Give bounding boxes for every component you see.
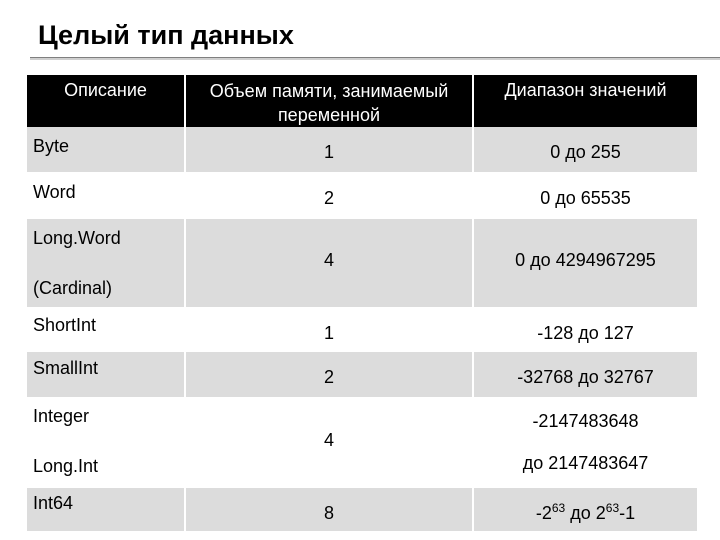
range-suffix: -1 bbox=[619, 502, 636, 523]
type-name: Word bbox=[33, 181, 76, 202]
title-divider-shadow bbox=[30, 58, 720, 60]
table-row bbox=[27, 307, 697, 351]
type-name-cell bbox=[27, 127, 185, 172]
memory-size-cell: 4 bbox=[185, 218, 473, 307]
header-description: Описание bbox=[27, 75, 185, 127]
range-exponent-2: 63 bbox=[605, 500, 620, 515]
table-row bbox=[27, 487, 697, 531]
integer-types-table bbox=[27, 75, 697, 532]
type-name: Byte bbox=[33, 136, 70, 156]
range-exponent-1: 63 bbox=[551, 500, 566, 515]
type-alias: (Cardinal) bbox=[33, 277, 113, 298]
value-range-cell: -128 до 127 bbox=[473, 307, 697, 351]
type-name: ShortInt bbox=[33, 314, 97, 335]
type-name: Int64 bbox=[33, 492, 74, 513]
memory-size-cell: 2 bbox=[185, 172, 473, 218]
value-range-cell: 0 до 65535 bbox=[473, 172, 697, 218]
table-row bbox=[27, 397, 697, 487]
memory-size-cell: 2 bbox=[185, 351, 473, 397]
range-middle: до 2 bbox=[565, 502, 606, 523]
value-range-cell: 0 до 4294967295 bbox=[473, 218, 697, 307]
range-prefix: -2 bbox=[535, 502, 552, 523]
type-name-cell bbox=[27, 487, 185, 531]
value-range-cell bbox=[473, 397, 697, 487]
type-name-cell bbox=[27, 397, 185, 487]
value-range-cell bbox=[473, 487, 697, 531]
type-name-cell bbox=[27, 172, 185, 218]
value-range-line-2: до 2147483647 bbox=[522, 453, 649, 473]
type-name-cell bbox=[27, 307, 185, 351]
table-header-row bbox=[27, 75, 697, 127]
type-name-cell bbox=[27, 351, 185, 397]
type-name: SmallInt bbox=[33, 357, 99, 378]
type-name: Integer bbox=[33, 405, 90, 426]
table-row bbox=[27, 172, 697, 218]
type-name: Long.Word bbox=[33, 227, 121, 248]
memory-size-cell: 1 bbox=[185, 127, 473, 172]
type-alias: Long.Int bbox=[33, 455, 99, 476]
table-row bbox=[27, 351, 697, 397]
type-name-cell bbox=[27, 218, 185, 307]
header-value-range: Диапазон значений bbox=[473, 75, 697, 127]
value-range-cell: -32768 до 32767 bbox=[473, 351, 697, 397]
slide-title: Целый тип данных bbox=[38, 20, 294, 50]
header-memory-size: Объем памяти, занимаемый переменной bbox=[185, 75, 473, 127]
value-range-line-1: -2147483648 bbox=[532, 411, 639, 431]
memory-size-cell: 8 bbox=[185, 487, 473, 531]
table-row bbox=[27, 127, 697, 172]
value-range-cell: 0 до 255 bbox=[473, 127, 697, 172]
table-row bbox=[27, 218, 697, 307]
memory-size-cell: 1 bbox=[185, 307, 473, 351]
memory-size-cell: 4 bbox=[185, 397, 473, 487]
